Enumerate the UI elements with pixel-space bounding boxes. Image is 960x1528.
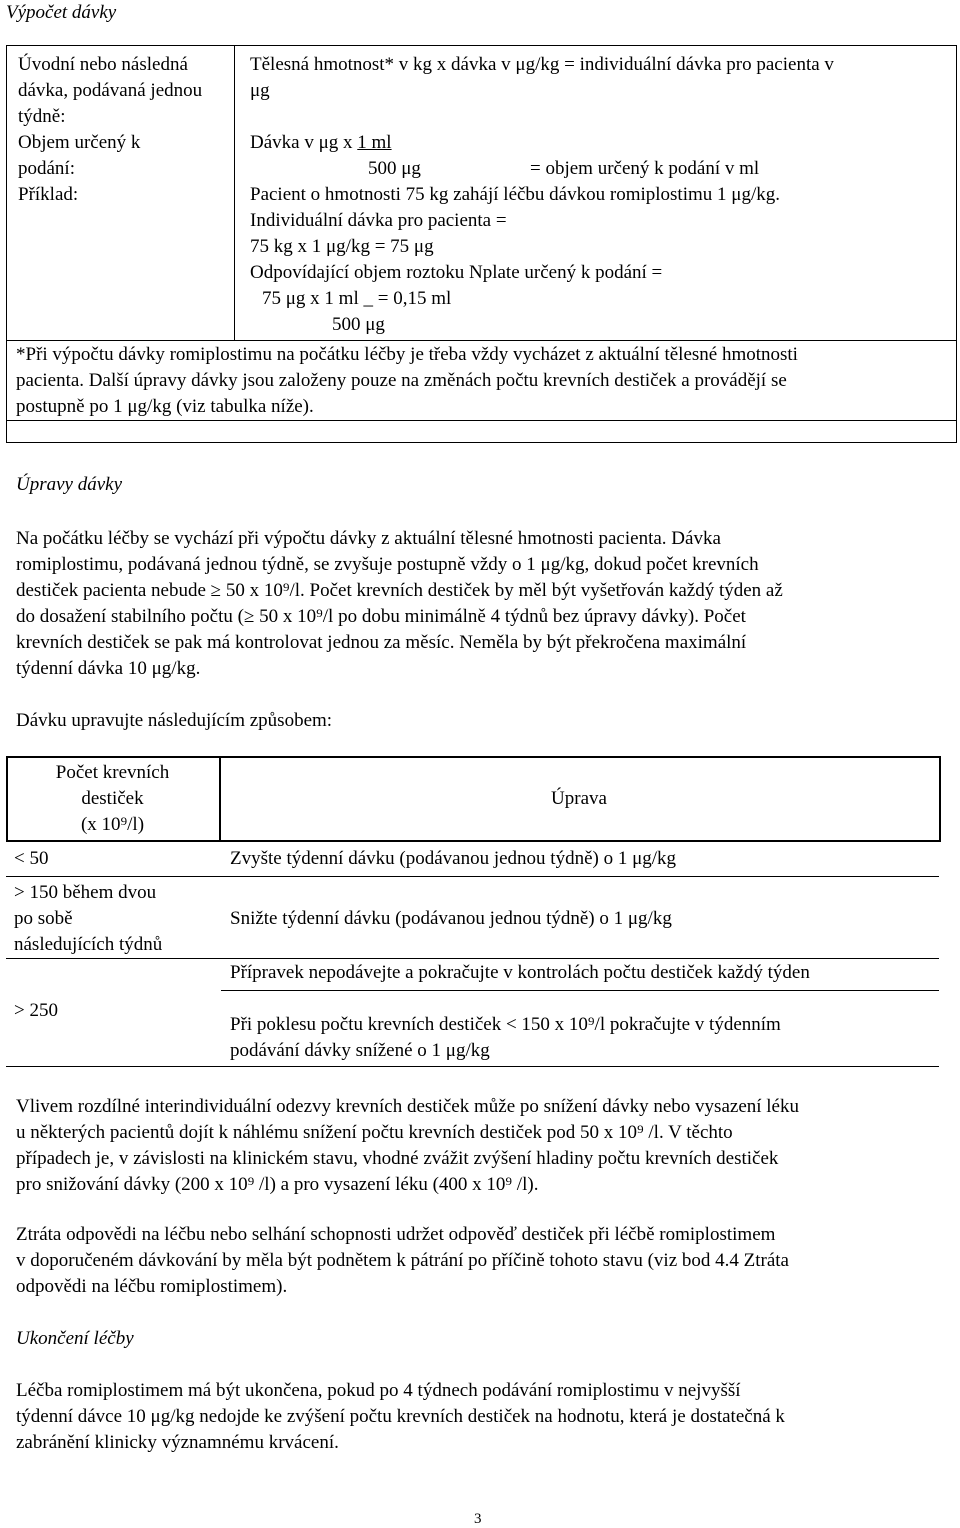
calc-volume-numerator: Dávka v μg x 1 ml (250, 132, 392, 153)
example-line-3: 75 kg x 1 μg/kg = 75 μg (250, 236, 434, 257)
loss-line-2: v doporučeném dávkování by měla být podnětem k pátrání po příčině tohoto stavu (viz bod 4.4 Ztráta (16, 1250, 789, 1271)
calc-dose-formula-line1: Tělesná hmotnost* v kg x dávka v μg/kg = individuální dávka pro pacienta v (250, 54, 834, 75)
calc-table-top-border (6, 45, 957, 46)
loss-line-3: odpovědi na léčbu romiplostimem). (16, 1276, 288, 1297)
adjust-header-right: Úprava (551, 788, 607, 809)
adjust-row3-left: > 250 (14, 1000, 58, 1021)
calc-volume-denominator: 500 μg (368, 158, 421, 179)
calc-dose-formula-line2: μg (250, 80, 270, 101)
adjust-line-1: Na počátku léčby se vychází při výpočtu dávky z aktuální tělesné hmotnosti pacienta. Dávka (16, 528, 721, 549)
end-title: Ukončení léčby (16, 1328, 134, 1349)
adjust-row3-inner-border (221, 990, 939, 991)
adjust-row3-right-2: Při poklesu počtu krevních destiček < 150 x 10⁹/l pokračujte v týdenním (230, 1014, 781, 1035)
adjust-row2-left-3: následujících týdnů (14, 934, 163, 955)
end-line-2: týdenní dávce 10 μg/kg nedojde ke zvýšení počtu krevních destiček na hodnotu, která je dostatečná k (16, 1406, 785, 1427)
adjust-line-2: romiplostimu, podávaná jednou týdně, se zvyšuje postupně vždy o 1 μg/kg, dokud počet krevních (16, 554, 759, 575)
adjust-header-left-2: destiček (81, 788, 144, 809)
example-line-5: 75 μg x 1 ml _ = 0,15 ml (262, 288, 452, 309)
adjust-intro: Dávku upravujte následujícím způsobem: (16, 710, 333, 731)
calc-table-left-border (6, 45, 7, 442)
adjust-row1-right: Zvyšte týdenní dávku (podávanou jednou týdně) o 1 μg/kg (230, 848, 677, 869)
calc-note-line-3: postupně po 1 μg/kg (viz tabulka níže). (16, 396, 314, 417)
adjust-row2-right: Snižte týdenní dávku (podávanou jednou týdně) o 1 μg/kg (230, 908, 672, 929)
calc-volume-result: = objem určený k podání v ml (530, 158, 760, 179)
calc-table-row-border (6, 420, 957, 421)
adjust-header-left-3: (x 10⁹/l) (80, 814, 145, 835)
adjust-line-6: týdenní dávka 10 μg/kg. (16, 658, 201, 679)
end-line-3: zabránění klinicky významnému krvácení. (16, 1432, 339, 1453)
loss-line-1: Ztráta odpovědi na léčbu nebo selhání schopnosti udržet odpověď destiček při léčbě romiplostimem (16, 1224, 776, 1245)
example-line-4: Odpovídající objem roztoku Nplate určený k podání = (250, 262, 663, 283)
calc-table-mid-border (6, 340, 957, 341)
example-line-6: 500 μg (332, 314, 385, 335)
calc-label-dose: Úvodní nebo následná dávka, podávaná jednou týdně: (18, 54, 203, 127)
calc-table-right-border (956, 45, 957, 442)
section-title: Výpočet dávky (6, 2, 117, 23)
calc-table-col-divider (234, 45, 235, 340)
calc-label-volume: Objem určený k podání: (18, 132, 141, 179)
adjust-row2-left-1: > 150 během dvou (14, 882, 157, 903)
variability-line-4: pro snižování dávky (200 x 10⁹ /l) a pro vysazení léku (400 x 10⁹ /l). (16, 1174, 539, 1195)
end-line-1: Léčba romiplostimem má být ukončena, pokud po 4 týdnech podávání romiplostimu v nejvyšší (16, 1380, 741, 1401)
adjust-row2-border (6, 958, 939, 959)
adjust-row1-left: < 50 (14, 848, 49, 869)
adjust-row1-border (6, 876, 939, 877)
adjust-line-3: destiček pacienta nebude ≥ 50 x 10⁹/l. Počet krevních destiček by měl být vyšetřován každý týden až (16, 580, 783, 601)
adjust-line-4: do dosažení stabilního počtu (≥ 50 x 10⁹/l po dobu minimálně 4 týdnů bez úpravy dávky). Počet (16, 606, 746, 627)
adjust-row3-right-1: Přípravek nepodávejte a pokračujte v kontrolách počtu destiček každý týden (230, 962, 810, 983)
variability-line-3: případech je, v závislosti na klinickém stavu, vhodné zvážit zvýšení hladiny počtu krevních destiček (16, 1148, 779, 1169)
adjust-row2-left-2: po sobě (14, 908, 73, 929)
adjust-row3-right-3: podávání dávky snížené o 1 μg/kg (230, 1040, 490, 1061)
adjust-header-left-1: Počet krevních (55, 762, 170, 783)
page-number: 3 (474, 1511, 482, 1527)
example-line-2: Individuální dávka pro pacienta = (250, 210, 507, 231)
calc-note-line-2: pacienta. Další úpravy dávky jsou založeny pouze na změnách počtu krevních destiček a provádějí se (16, 370, 787, 391)
calc-note-line-1: *Při výpočtu dávky romiplostimu na počátku léčby je třeba vždy vycházet z aktuální tělesné hmotnosti (16, 344, 798, 365)
adjust-table-bottom-border (6, 1066, 939, 1067)
variability-line-2: u některých pacientů dojít k náhlému snížení počtu krevních destiček pod 50 x 10⁹ /l. V těchto (16, 1122, 733, 1143)
variability-line-1: Vlivem rozdílné interindividuální odezvy krevních destiček může po snížení dávky nebo vysazení léku (16, 1096, 799, 1117)
adjust-line-5: krevních destiček se pak má kontrolovat jednou za měsíc. Neměla by být překročena maximální (16, 632, 747, 653)
calc-table-bottom-border (6, 442, 957, 443)
example-line-1: Pacient o hmotnosti 75 kg zahájí léčbu dávkou romiplostimu 1 μg/kg. (250, 184, 780, 205)
calc-label-example: Příklad: (18, 184, 79, 205)
adjust-title: Úpravy dávky (16, 474, 123, 495)
